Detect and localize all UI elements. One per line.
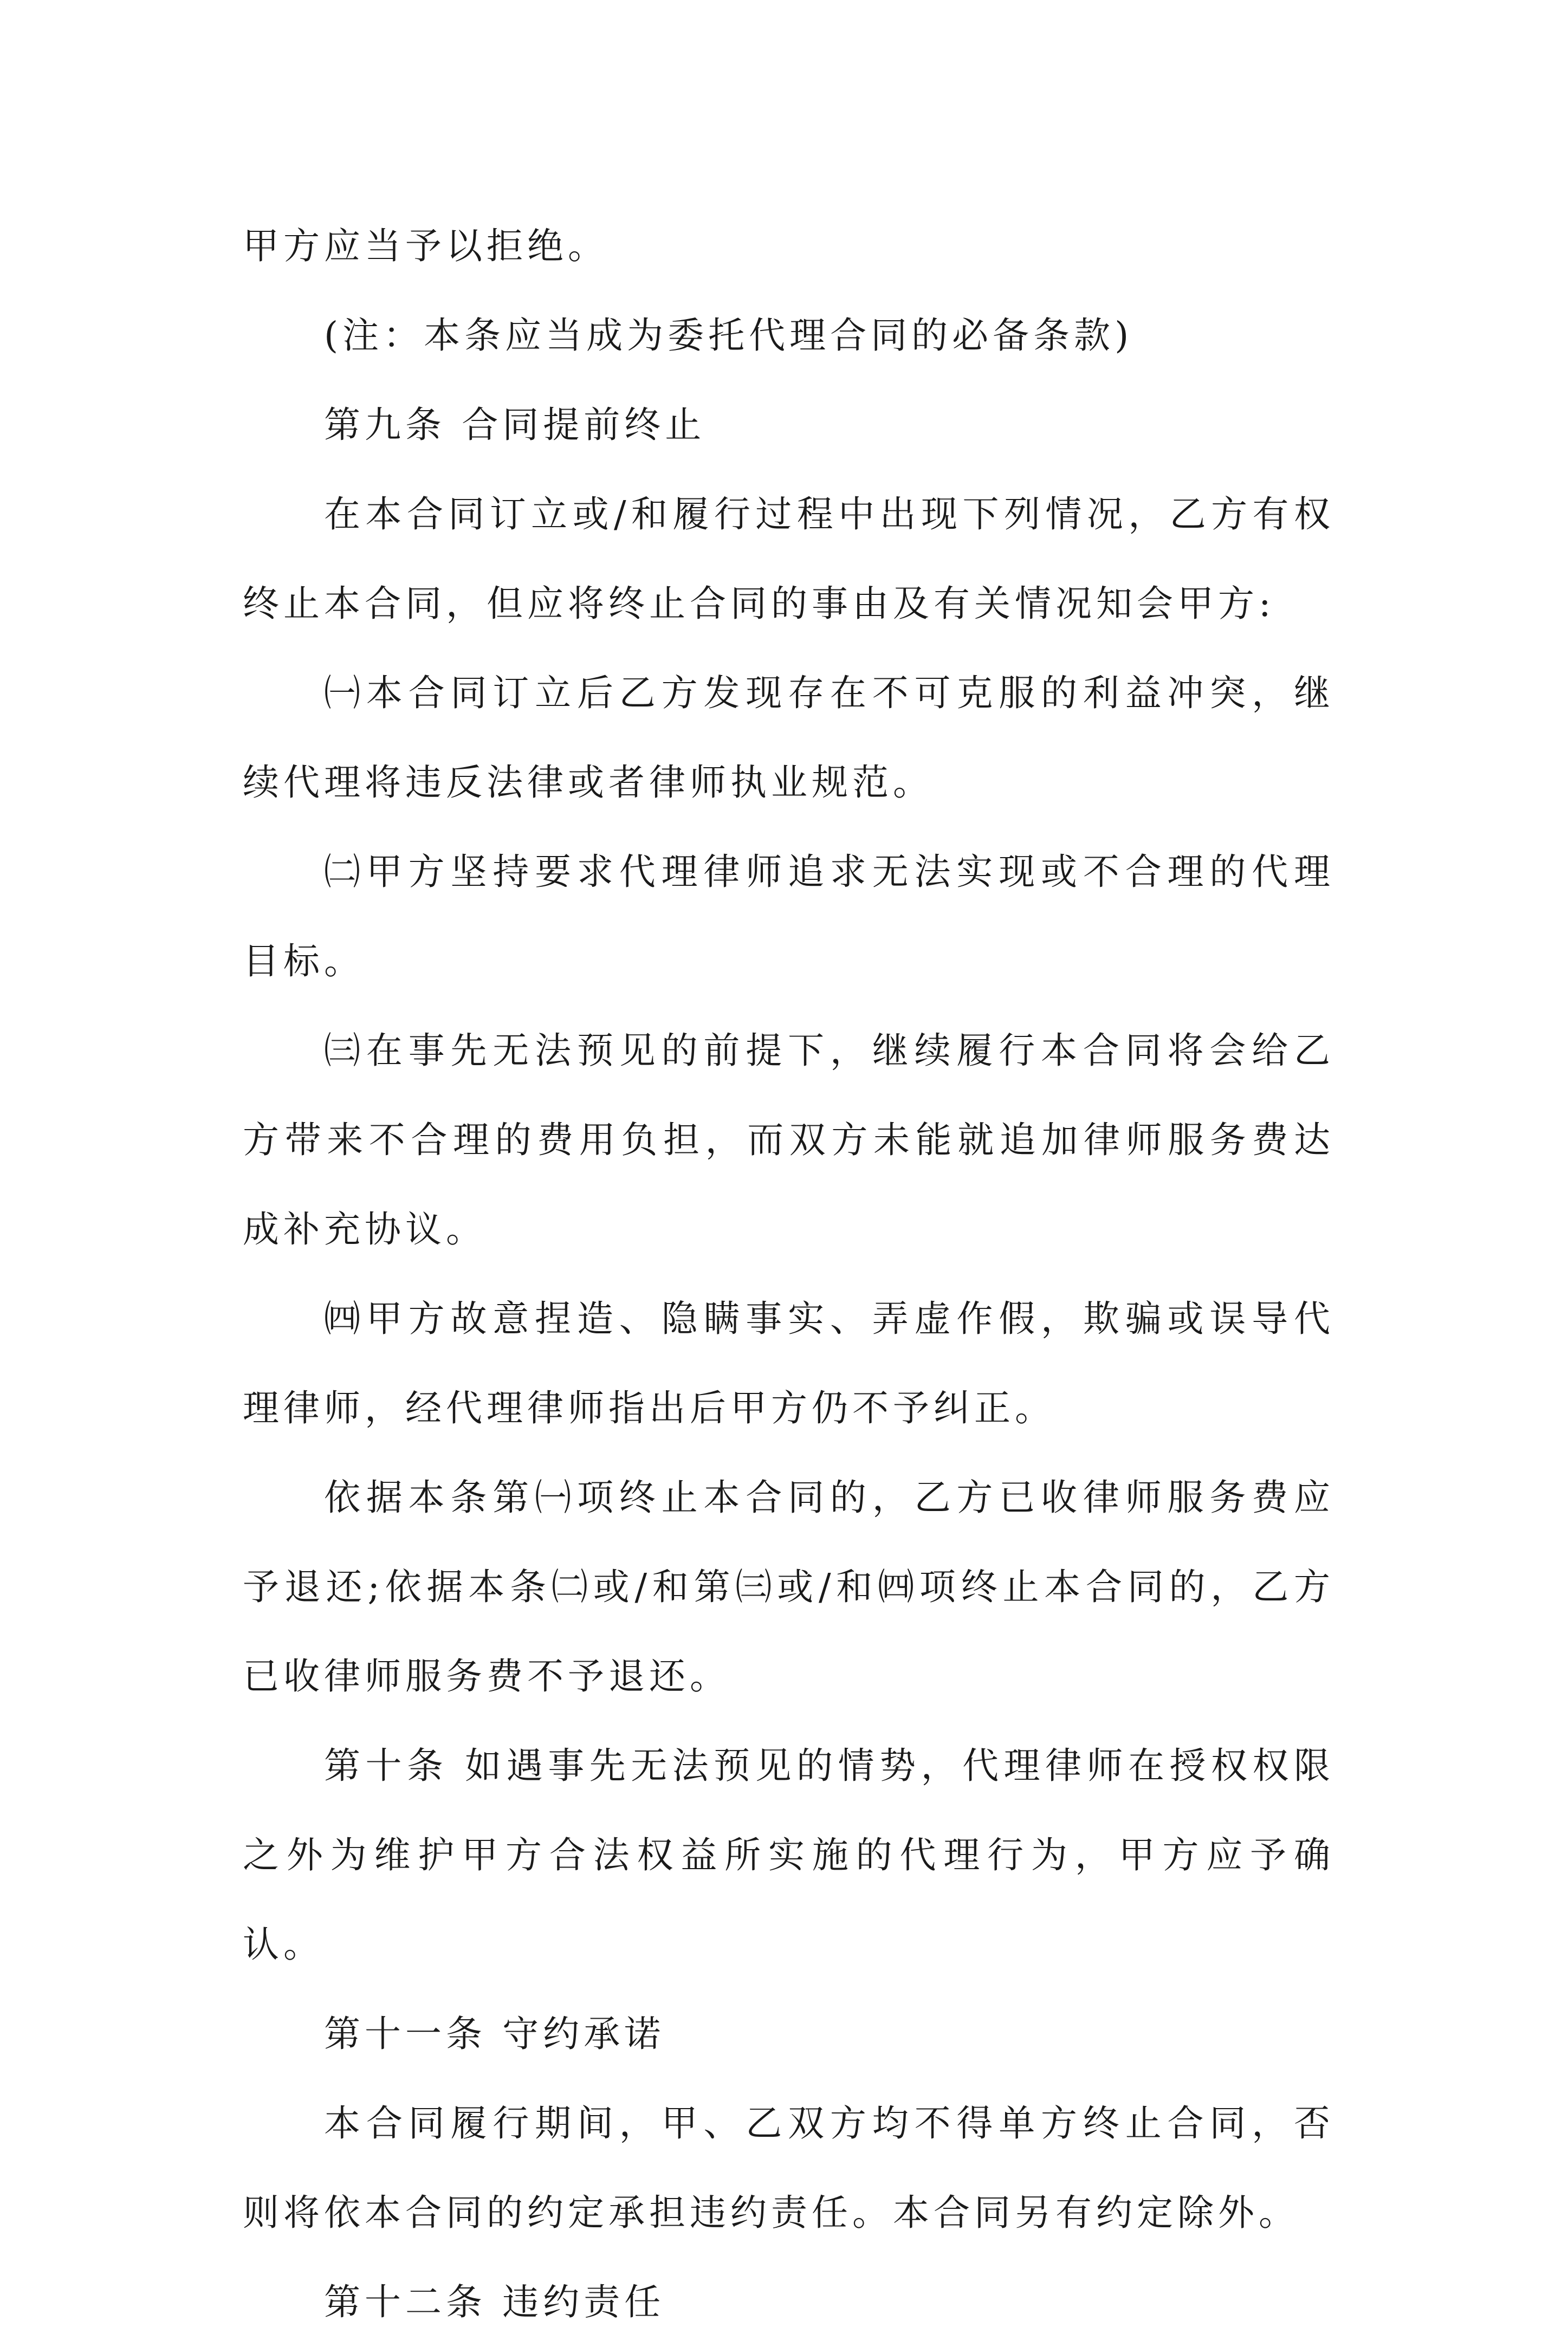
- article-9-item-3: ㈢在事先无法预见的前提下，继续履行本合同将会给乙方带来不合理的费用负担，而双方未能就追加律师服务费达成补充协议。: [243, 1029, 1334, 1250]
- article-9-intro: 在本合同订立或/和履行过程中出现下列情况，乙方有权终止本合同，但应将终止合同的事由及有关情况知会甲方:: [243, 493, 1334, 625]
- article-9-refund-rule: 依据本条第㈠项终止本合同的，乙方已收律师服务费应予退还;依据本条㈡或/和第㈢或/和㈣项终止本合同的，乙方已收律师服务费不予退还。: [243, 1476, 1334, 1697]
- article-12-heading: 第十二条 违约责任: [324, 2281, 665, 2323]
- document-body: [243, 202, 1334, 2347]
- article-9-item-4: ㈣甲方故意捏造、隐瞒事实、弄虚作假，欺骗或误导代理律师，经代理律师指出后甲方仍不予纠正。: [243, 1298, 1334, 1429]
- article-9-heading: 第九条 合同提前终止: [324, 404, 706, 446]
- article-10: 第十条 如遇事先无法预见的情势，代理律师在授权权限之外为维护甲方合法权益所实施的代理行为，甲方应予确认。: [243, 1745, 1334, 1966]
- paragraph-note: (注：本条应当成为委托代理合同的必备条款): [324, 314, 1133, 356]
- article-9-item-1: ㈠本合同订立后乙方发现存在不可克服的利益冲突，继续代理将违反法律或者律师执业规范。: [243, 672, 1334, 803]
- article-11-heading: 第十一条 守约承诺: [324, 2013, 665, 2055]
- article-11-body: 本合同履行期间，甲、乙双方均不得单方终止合同，否则将依本合同的约定承担违约责任。本合同另有约定除外。: [243, 2102, 1334, 2234]
- paragraph-continuation: 甲方应当予以拒绝。: [243, 225, 608, 267]
- article-9-item-2: ㈡甲方坚持要求代理律师追求无法实现或不合理的代理目标。: [243, 851, 1334, 982]
